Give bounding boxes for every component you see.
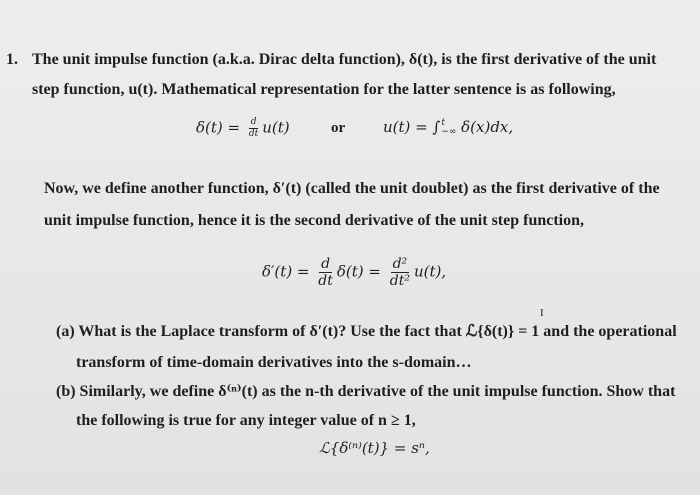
eq1-integral-limits (441, 119, 456, 137)
eq1-right-tail: δ(x)dx, (456, 118, 514, 136)
eq2-frac1-top: d (321, 256, 331, 272)
equation-or: or (331, 120, 346, 136)
eq1-right: u(t) = ∫ (383, 118, 441, 136)
eq2-frac2-top: d² (392, 256, 408, 272)
equation-step-integral (383, 118, 513, 137)
eq2-tail: u(t), (413, 262, 447, 281)
eq1-frac-bottom: dt (248, 129, 259, 139)
eq2-lhs: δ′(t) = (262, 262, 315, 281)
doublet-line-1: Now, we define another function, δ′(t) (called the unit doublet) as the first derivative of the (44, 180, 660, 197)
problem-number: 1. (6, 51, 18, 68)
eq2-fraction-1 (316, 257, 335, 288)
eq1-left: δ(t) = (196, 118, 245, 137)
eq1-lower-limit: −∞ (441, 127, 457, 137)
equation-laplace-nth-derivative: ℒ{δ⁽ⁿ⁾(t)} = sⁿ, (319, 439, 430, 457)
eq1-derivative-fraction (247, 118, 260, 139)
intro-line-1: The unit impulse function (a.k.a. Dirac delta function), δ(t), is the first derivative of the unit (32, 51, 657, 68)
part-b-line-2: the following is true for any integer value of n ≥ 1, (76, 412, 416, 429)
eq1-frac-top: d (250, 117, 257, 127)
eq2-mid: δ(t) = (336, 262, 386, 281)
eq1-upper-limit: t (441, 118, 445, 128)
eq2-fraction-2 (388, 257, 412, 288)
equation-impulse-definition (196, 118, 290, 139)
part-a-superscript-mark: I (540, 307, 544, 319)
intro-line-2: step function, u(t). Mathematical representation for the latter sentence is as following, (32, 81, 616, 98)
part-a-line-2: transform of time-domain derivatives into the s-domain… (76, 354, 472, 371)
part-a-line-1: (a) What is the Laplace transform of δ′(t)? Use the fact that ℒ{δ(t)} = 1 and the operational (56, 323, 677, 340)
doublet-line-2: unit impulse function, hence it is the second derivative of the unit step function, (44, 212, 585, 229)
eq1-left-tail: u(t) (262, 118, 290, 137)
equation-doublet (262, 257, 446, 288)
eq2-frac2-bottom: dt² (389, 273, 410, 289)
eq2-frac1-bottom: dt (318, 273, 333, 289)
part-b-line-1: (b) Similarly, we define δ⁽ⁿ⁾(t) as the n-th derivative of the unit impulse function. Show that (56, 383, 676, 400)
